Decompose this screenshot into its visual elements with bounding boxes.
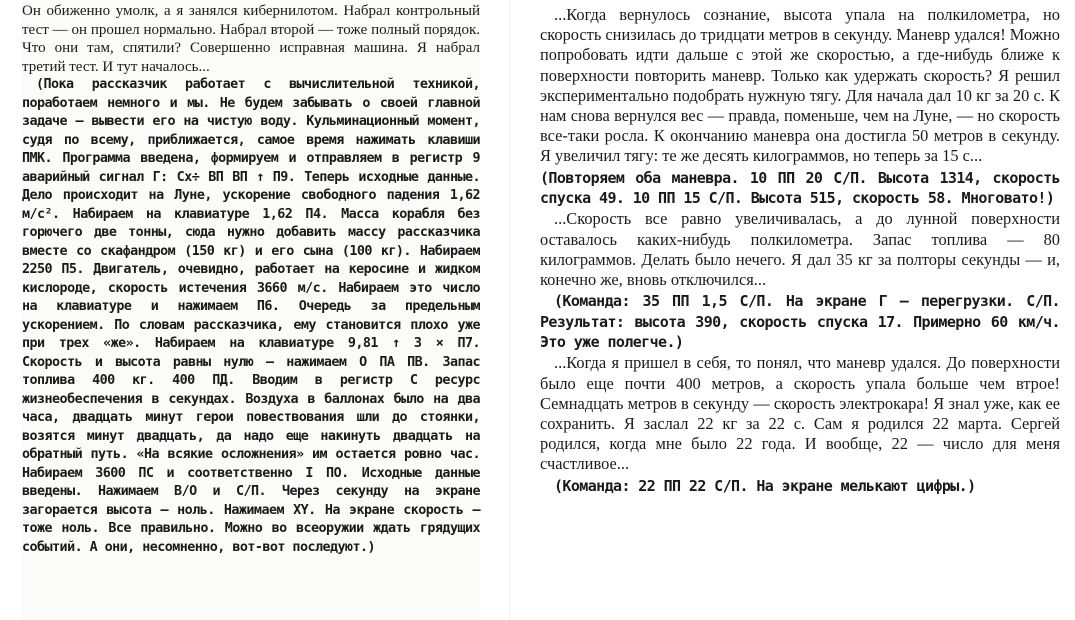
left-paragraph-1: Он обиженно умолк, а я занялся кибернилотом. Набрал контрольный тест — он прошел нормально. Набрал второй — тоже полный порядок. Что они там, спятили? Совершенно исправная машина. Я набрал третий тест. И тут началось... [22,3,480,75]
right-paragraph-2-command-note: (Повторяем оба маневра. 10 ПП 20 С/П. Высота 1314, скорость спуска 49. 10 ПП 15 С/П. Высота 515, скорость 58. Многовато!) [540,168,1060,208]
right-paragraph-4-command-note: (Команда: 35 ПП 1,5 С/П. На экране Г — перегрузки. С/П. Результат: высота 390, скорость спуска 17. Примерно 60 км/ч. Это уже полегче.) [540,292,1060,352]
right-paragraph-6-command-note: (Команда: 22 ПП 22 С/П. На экране мелькают цифры.) [554,476,976,495]
left-column [22,0,480,620]
right-column [540,0,1060,496]
right-paragraph-3: ...Скорость все равно увеличивалась, а до лунной поверхности оставалось каких-нибудь полкилометра. Запас топлива — 80 килограммов. Делать было нечего. Я дал 35 кг за полторы секунды — и, конечно же, вновь отключился... [540,209,1060,290]
left-paragraph-2-command-note: (Пока рассказчик работает с вычислительной техникой, поработаем немного и мы. Не будем забывать о своей главной задаче — вывести его на чистую воду. Кульминационный момент, судя по всему, приближается, самое время нажимать клавиши ПМК. Программа введена, формируем и отправляем в регистр 9 аварийный сигнал Г: Cx÷ ВП ВП ↑ П9. Теперь исходные данные. Дело происходит на Луне, ускорение свободного падения 1,62 м/с². Набираем на клавиатуре 1,62 П4. Масса корабля без горючего две тонны, сюда нужно добавить массу рассказчика вместе со скафандром (150 кг) и его сына (100 кг). Набираем 2250 П5. Двигатель, очевидно, работает на керосине и жидком кислороде, скорость истечения 3660 м/с. Набираем это число на клавиатуре и нажимаем П6. Очередь за предельным ускорением. По словам рассказчика, ему становится плохо уже при трех «же». Набираем на клавиатуре 9,81 ↑ 3 × П7. Скорость и высота равны нулю — нажимаем О ПА ПВ. Запас топлива 400 кг. 400 ПД. Вводим в регистр С ресурс жизнеобеспечения в секундах. Воздуха в баллонах было на два часа, двадцать минут герои повествования шли до стоянки, возятся минут двадцать, да надо еще накинуть двадцать на обратный путь. «На всякие осложнения» им остается ровно час. Набираем 3600 ПС и соответственно I ПО. Исходные данные введены. Нажимаем В/О и С/П. Через секунду на экране загорается высота — ноль. Нажимаем XY. На экране скорость — тоже ноль. Все правильно. Можно во всеоружии ждать грядущих событий. А они, несомненно, вот-вот последуют.) [22,77,480,555]
right-paragraph-5: ...Когда я пришел в себя, то понял, что маневр удался. До поверхности было еще почти 400 метров, а скорость упала больше чем втрое! Семнадцать метров в секунду — скорость электрокара! Я знал уже, как ее сохранить. Я заслал 22 кг за 22 с. Сам я родился 22 марта. Сергей родился, когда мне было 22 года. И вообще, 22 — число для меня счастливое... [540,353,1060,474]
right-paragraph-1: ...Когда вернулось сознание, высота упала на полкилометра, но скорость снизилась до тридцати метров в секунду. Маневр удался! Можно попробовать идти дальше с этой же скоростью, а где-нибудь ближе к поверхности повторить маневр. Только как удержать скорость? Я решил экспериментально подобрать нужную тягу. Для начала дал 10 кг за 20 с. К нам снова вернулся вес — правда, поменьше, чем на Луне, — но скорость все-таки росла. К окончанию маневра она достигла 50 метров в секунду. Я увеличил тягу: те же десять килограммов, но теперь за 15 с... [540,5,1060,166]
column-divider [509,0,510,620]
